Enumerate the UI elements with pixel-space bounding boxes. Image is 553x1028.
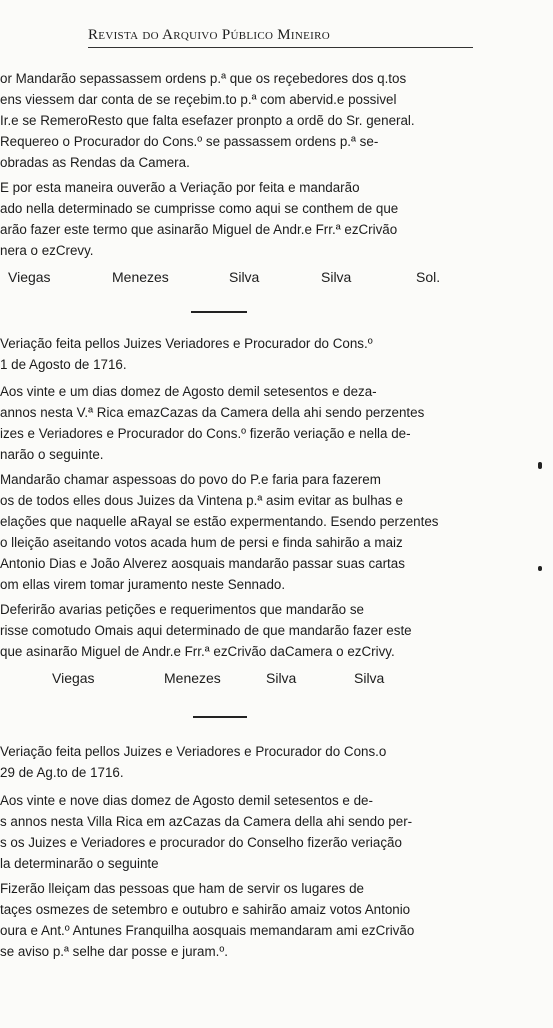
text-line: que asinarão Miguel de Andr.e Frr.ª ezCrivão daCamera o ezCrivy. [0,644,395,659]
text-line: Deferirão avarias petições e requerimentos que mandarão se [0,602,364,617]
text-line: 1 de Agosto de 1716. [0,357,127,372]
text-line: ens viessem dar conta de se reçebim.to p.ª com abervid.e possivel [0,92,397,107]
signature: Silva [321,269,352,285]
text-line: narão o seguinte. [0,447,104,462]
text-line: Fizerão lleiçam das pessoas que ham de servir os lugares de [0,881,364,896]
text-line: ado nella determinado se cumprisse como aqui se conthem de que [0,201,399,216]
text-line: taçes osmezes de setembro e outubro e sahirão amaiz votos Antonio [0,902,411,917]
text-line: Veriação feita pellos Juizes Veriadores e Procurador do Cons.º [0,336,373,351]
text-line: s annos nesta Villa Rica em azCazas da Camera della ahi sendo per- [0,814,413,829]
text-line: Ir.e se RemeroResto que falta esefazer pronpto a ordẽ do Sr. general. [0,113,415,128]
text-line: elações que naquelle aRayal se estão expermentando. Esendo perzentes [0,514,439,529]
text-line: se aviso p.ª selhe dar posse e juram.º. [0,944,228,959]
text-line: Aos vinte e um dias domez de Agosto demil setesentos e deza- [0,384,377,399]
signature: Silva [229,269,260,285]
text-line: Requereo o Procurador do Cons.º se passassem ordens p.ª se- [0,134,379,149]
section-divider [193,716,247,718]
text-line: or Mandarão sepassassem ordens p.ª que os reçebedores dos q.tos [0,71,407,86]
text-line: Antonio Dias e João Alverez aosquais mandarão passar suas cartas [0,556,405,571]
text-line: s os Juizes e Veriadores e procurador do Conselho fizerão veriação [0,835,402,850]
signature: Silva [354,670,385,686]
text-line: Veriação feita pellos Juizes e Veriadores e Procurador do Cons.o [0,744,387,759]
text-line: la determinarão o seguinte [0,856,159,871]
margin-mark [538,566,542,571]
text-line: Mandarão chamar aspessoas do povo do P.e faria para fazerem [0,472,381,487]
text-line: os de todos elles dous Juizes da Vintena p.ª asim evitar as bulhas e [0,493,403,508]
header-rule [88,47,473,48]
text-line: annos nesta V.ª Rica emazCazas da Camera della ahi sendo perzentes [0,405,425,420]
text-line: nera o ezCrevy. [0,243,94,258]
signature: Menezes [164,670,221,686]
text-line: Aos vinte e nove dias domez de Agosto demil setesentos e de- [0,793,373,808]
signature: Viegas [8,269,51,285]
text-line: obradas as Rendas da Camera. [0,155,190,170]
signature: Sol. [416,269,441,285]
text-line: arão fazer este termo que asinarão Miguel de Andr.e Frr.ª ezCrivão [0,222,398,237]
margin-mark [538,462,542,469]
text-line: risse comotudo Omais aqui determinado de que mandarão fazer este [0,623,412,638]
text-line: izes e Veriadores e Procurador do Cons.º fizerão veriação e nella de- [0,426,411,441]
section-divider [191,311,247,313]
running-header: Revista do Arquivo Público Mineiro [88,27,330,43]
text-line: E por esta maneira ouverão a Veriação por feita e mandarão [0,180,360,195]
text-line: oura e Ant.º Antunes Franquilha aosquais memandaram ami ezCrivão [0,923,415,938]
text-line: om ellas virem tomar juramento neste Sennado. [0,577,286,592]
signature: Viegas [52,670,95,686]
signature: Silva [266,670,297,686]
text-line: 29 de Ag.to de 1716. [0,765,124,780]
text-line: o lleição aseitando votos acada hum de persi e finda sahirão a maiz [0,535,403,550]
signature: Menezes [112,269,169,285]
